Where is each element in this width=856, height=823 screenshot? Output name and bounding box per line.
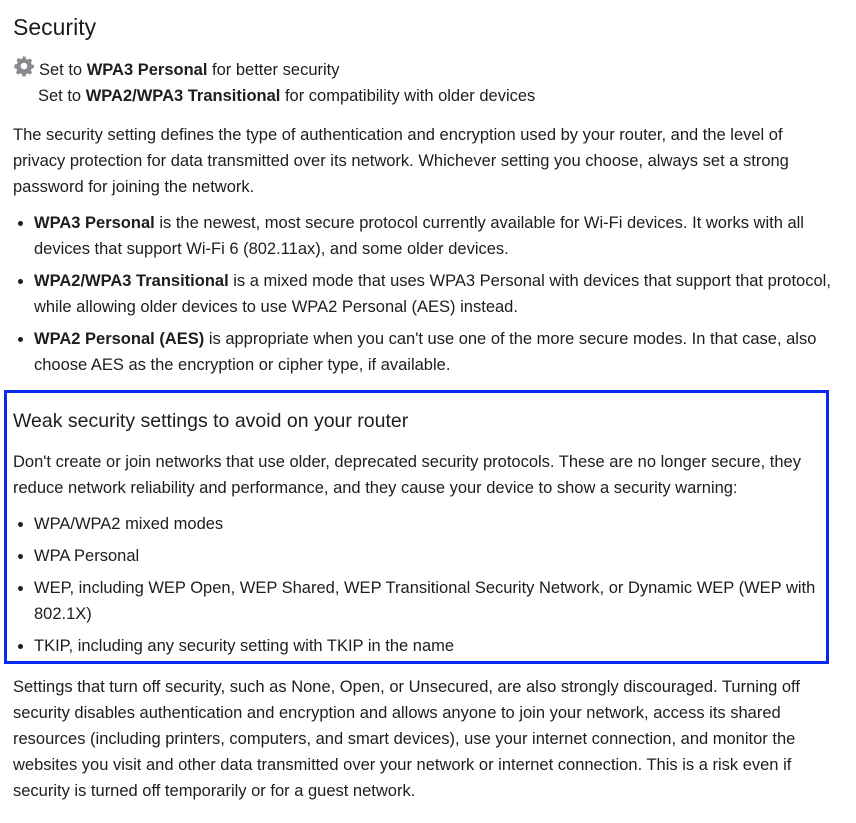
mode-description: is a mixed mode that uses WPA3 Personal with devices that support that protocol, while allowing older devices to use WPA2 Personal (AES) instead. [34,272,831,316]
weak-settings-list [13,511,821,659]
rec-mode: WPA2/WPA3 Transitional [85,87,281,105]
closing-paragraph: Settings that turn off security, such as None, Open, or Unsecured, are also strongly discouraged. Turning off security disables authentication and encryption and allows anyone to join your network, access its shared resources (including printers, computers, and smart devices), use your internet connection, and monitor the websites you visit and other data transmitted over your network or internet connection. This is a risk even if security is turned off temporarily or for a guest network. [13,678,800,800]
list-item [13,268,835,320]
rec-mode: WPA3 Personal [86,61,208,79]
list-item: TKIP, including any security setting with TKIP in the name [13,633,821,659]
page-title: Security [13,14,97,40]
recommendation-wpa3 [39,57,340,83]
rec-prefix: Set to [38,87,86,105]
list-item: WPA Personal [13,543,821,569]
recommendation-wpa2-wpa3 [38,83,535,109]
list-item [13,326,835,378]
mode-description: is the newest, most secure protocol currently available for Wi-Fi devices. It works with all devices that support Wi-Fi 6 (802.11ax), and some older devices. [34,214,804,258]
mode-name: WPA3 Personal [34,214,155,232]
modes-list [13,210,835,378]
weak-settings-heading: Weak security settings to avoid on your router [13,410,409,432]
mode-name: WPA2/WPA3 Transitional [34,272,229,290]
rec-suffix: for compatibility with older devices [280,87,536,105]
intro-paragraph: The security setting defines the type of authentication and encryption used by your router, and the level of privacy protection for data transmitted over its network. Whichever setting you choose, always set a strong password for joining the network. [13,126,789,196]
list-item [13,210,835,262]
gear-icon [13,55,35,77]
weak-settings-callout [4,390,829,664]
list-item: WPA/WPA2 mixed modes [13,511,821,537]
rec-prefix: Set to [39,61,87,79]
list-item: WEP, including WEP Open, WEP Shared, WEP Transitional Security Network, or Dynamic WEP (WEP with 802.1X) [13,575,821,627]
mode-name: WPA2 Personal (AES) [34,330,205,348]
mode-description: is appropriate when you can't use one of the more secure modes. In that case, also choose AES as the encryption or cipher type, if available. [34,330,817,374]
rec-suffix: for better security [207,61,340,79]
weak-settings-description: Don't create or join networks that use older, deprecated security protocols. These are no longer secure, they reduce network reliability and performance, and they cause your device to show a security warning: [13,453,801,497]
